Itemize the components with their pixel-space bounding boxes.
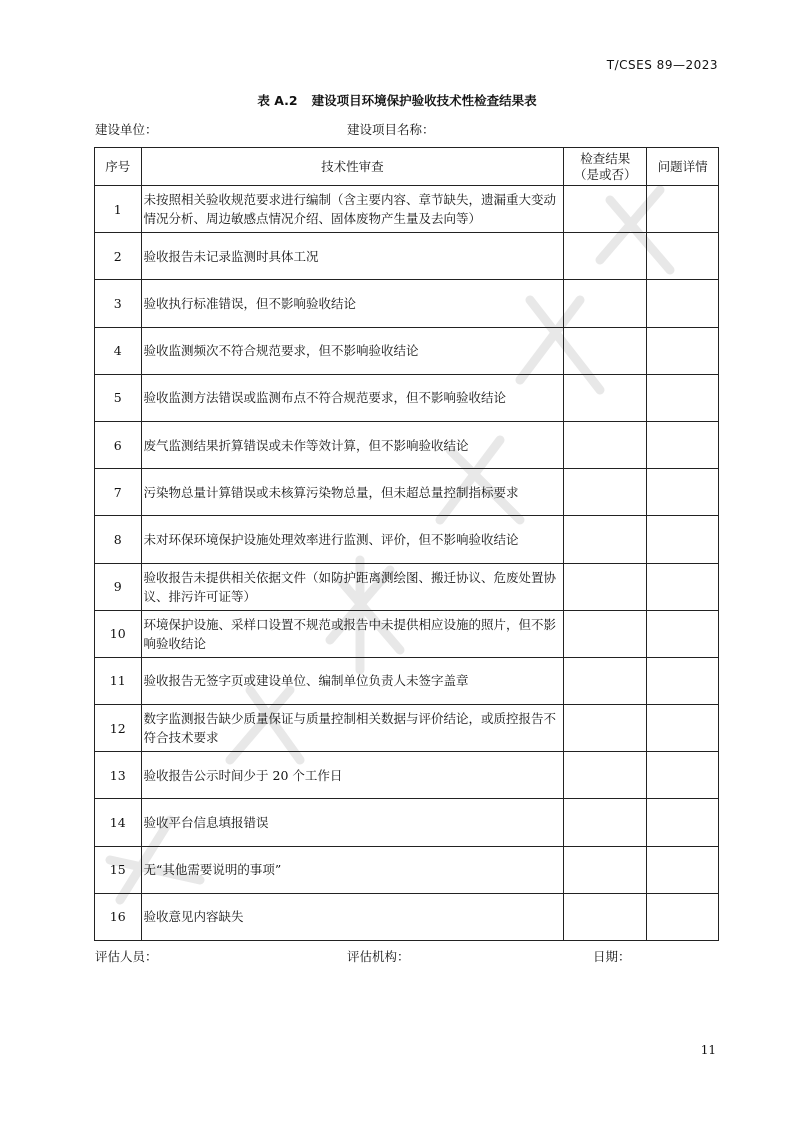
table-row xyxy=(95,752,719,799)
review-item-text: 污染物总量计算错误或未核算污染物总量，但未超总量控制指标要求 xyxy=(141,469,564,516)
table-number: 表 A.2 xyxy=(257,93,298,108)
row-number: 10 xyxy=(95,610,142,657)
review-item-text: 无“其他需要说明的事项” xyxy=(141,846,564,893)
row-number: 15 xyxy=(95,846,142,893)
review-item-text: 验收执行标准错误，但不影响验收结论 xyxy=(141,280,564,327)
table-row xyxy=(95,374,719,421)
table-row xyxy=(95,421,719,468)
issue-details-cell[interactable] xyxy=(647,421,719,468)
check-result-cell[interactable] xyxy=(564,893,647,940)
row-number: 8 xyxy=(95,516,142,563)
table-row xyxy=(95,657,719,704)
page-number: 11 xyxy=(700,1043,716,1057)
table-row xyxy=(95,469,719,516)
review-item-text: 验收报告未记录监测时具体工况 xyxy=(141,233,564,280)
document-code: T/CSES 89—2023 xyxy=(606,58,718,72)
date-label: 日期： xyxy=(593,949,631,964)
issue-details-cell[interactable] xyxy=(647,752,719,799)
construction-unit-label: 建设单位： xyxy=(95,122,158,137)
table-row xyxy=(95,610,719,657)
table-row xyxy=(95,893,719,940)
issue-details-cell[interactable] xyxy=(647,799,719,846)
row-number: 11 xyxy=(95,657,142,704)
header-index: 序号 xyxy=(95,148,142,186)
issue-details-cell[interactable] xyxy=(647,233,719,280)
table-row xyxy=(95,186,719,233)
header-check-result-line1: 检查结果 xyxy=(580,150,631,166)
check-result-cell[interactable] xyxy=(564,233,647,280)
issue-details-cell[interactable] xyxy=(647,516,719,563)
issue-details-cell[interactable] xyxy=(647,563,719,610)
project-name-label: 建设项目名称： xyxy=(347,122,435,137)
row-number: 7 xyxy=(95,469,142,516)
issue-details-cell[interactable] xyxy=(647,610,719,657)
table-row xyxy=(95,846,719,893)
review-item-text: 验收报告无签字页或建设单位、编制单位负责人未签字盖章 xyxy=(141,657,564,704)
row-number: 16 xyxy=(95,893,142,940)
table-row xyxy=(95,280,719,327)
assessment-org-label: 评估机构： xyxy=(347,949,410,964)
check-result-cell[interactable] xyxy=(564,563,647,610)
row-number: 3 xyxy=(95,280,142,327)
table-row xyxy=(95,799,719,846)
issue-details-cell[interactable] xyxy=(647,374,719,421)
row-number: 13 xyxy=(95,752,142,799)
header-issue-details: 问题详情 xyxy=(647,148,719,186)
table-row xyxy=(95,516,719,563)
issue-details-cell[interactable] xyxy=(647,705,719,752)
results-table xyxy=(94,147,719,941)
header-technical-review: 技术性审查 xyxy=(141,148,564,186)
check-result-cell[interactable] xyxy=(564,516,647,563)
review-item-text: 验收平台信息填报错误 xyxy=(141,799,564,846)
check-result-cell[interactable] xyxy=(564,374,647,421)
table-title xyxy=(0,91,794,109)
review-item-text: 数字监测报告缺少质量保证与质量控制相关数据与评价结论，或质控报告不符合技术要求 xyxy=(141,705,564,752)
row-number: 9 xyxy=(95,563,142,610)
issue-details-cell[interactable] xyxy=(647,846,719,893)
issue-details-cell[interactable] xyxy=(647,893,719,940)
issue-details-cell[interactable] xyxy=(647,327,719,374)
table-title-text: 建设项目环境保护验收技术性检查结果表 xyxy=(311,93,537,108)
check-result-cell[interactable] xyxy=(564,327,647,374)
row-number: 4 xyxy=(95,327,142,374)
issue-details-cell[interactable] xyxy=(647,280,719,327)
check-result-cell[interactable] xyxy=(564,657,647,704)
check-result-cell[interactable] xyxy=(564,705,647,752)
review-item-text: 验收报告未提供相关依据文件（如防护距离测绘图、搬迁协议、危废处置协议、排污许可证等） xyxy=(141,563,564,610)
table-row xyxy=(95,327,719,374)
review-item-text: 环境保护设施、采样口设置不规范或报告中未提供相应设施的照片，但不影响验收结论 xyxy=(141,610,564,657)
check-result-cell[interactable] xyxy=(564,799,647,846)
issue-details-cell[interactable] xyxy=(647,657,719,704)
review-item-text: 验收报告公示时间少于 20 个工作日 xyxy=(141,752,564,799)
table-header-row xyxy=(95,148,719,186)
check-result-cell[interactable] xyxy=(564,469,647,516)
review-item-text: 验收监测方法错误或监测布点不符合规范要求，但不影响验收结论 xyxy=(141,374,564,421)
issue-details-cell[interactable] xyxy=(647,186,719,233)
check-result-cell[interactable] xyxy=(564,186,647,233)
check-result-cell[interactable] xyxy=(564,421,647,468)
row-number: 1 xyxy=(95,186,142,233)
review-item-text: 验收监测频次不符合规范要求，但不影响验收结论 xyxy=(141,327,564,374)
check-result-cell[interactable] xyxy=(564,610,647,657)
check-result-cell[interactable] xyxy=(564,846,647,893)
row-number: 5 xyxy=(95,374,142,421)
check-result-cell[interactable] xyxy=(564,280,647,327)
header-check-result xyxy=(564,148,647,186)
row-number: 6 xyxy=(95,421,142,468)
table-row xyxy=(95,563,719,610)
review-item-text: 未按照相关验收规范要求进行编制（含主要内容、章节缺失，遗漏重大变动情况分析、周边敏感点情况介绍、固体废物产生量及去向等） xyxy=(141,186,564,233)
review-item-text: 废气监测结果折算错误或未作等效计算，但不影响验收结论 xyxy=(141,421,564,468)
check-result-cell[interactable] xyxy=(564,752,647,799)
issue-details-cell[interactable] xyxy=(647,469,719,516)
table-row xyxy=(95,705,719,752)
table-row xyxy=(95,233,719,280)
row-number: 2 xyxy=(95,233,142,280)
review-item-text: 未对环保环境保护设施处理效率进行监测、评价，但不影响验收结论 xyxy=(141,516,564,563)
assessor-label: 评估人员： xyxy=(95,949,158,964)
row-number: 12 xyxy=(95,705,142,752)
review-item-text: 验收意见内容缺失 xyxy=(141,893,564,940)
row-number: 14 xyxy=(95,799,142,846)
header-check-result-line2: （是或否） xyxy=(573,166,637,182)
